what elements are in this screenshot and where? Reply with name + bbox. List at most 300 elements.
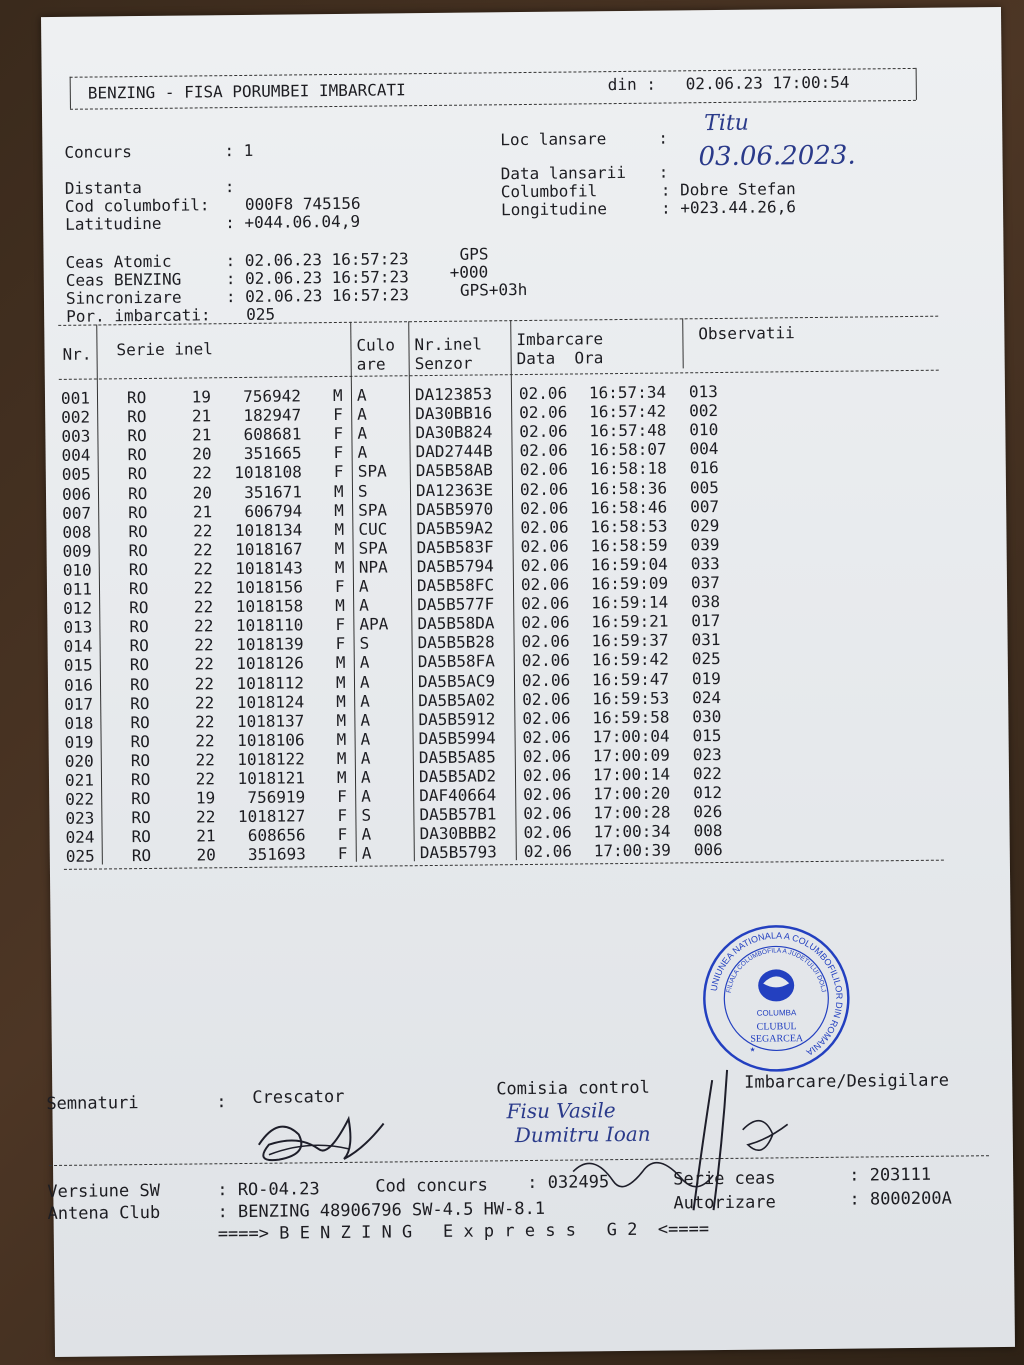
cell-hr: 17:00:39	[593, 840, 671, 861]
cell-sex: M	[334, 538, 345, 558]
cell-yr: 21	[191, 406, 212, 426]
cell-obs: 006	[693, 840, 723, 860]
cell-dt: 02.06	[521, 631, 570, 652]
col-header-serie: Serie inel	[116, 339, 213, 360]
cell-sen: DA30BBB2	[419, 823, 497, 844]
cell-dt: 02.06	[521, 670, 571, 690]
porumbei-imbarcati-value: 025	[246, 304, 276, 324]
cell-sex: F	[333, 405, 343, 425]
cell-dt: 02.06	[521, 593, 570, 614]
cell-hr: 16:57:34	[588, 382, 667, 403]
cell-yr: 22	[194, 673, 215, 693]
cell-nr: 001	[60, 388, 91, 408]
cell-cty: RO	[130, 712, 150, 732]
col-header-observatii: Observatii	[698, 323, 795, 344]
cell-sex: M	[335, 596, 345, 616]
stamp-center-3: SEGARCEA	[750, 1033, 804, 1045]
cell-sex: M	[332, 385, 343, 406]
cell-hr: 17:00:04	[592, 726, 670, 747]
cell-sen: DA5B59A2	[416, 518, 494, 538]
cell-sen: DA5B5AC9	[417, 670, 496, 691]
cell-yr: 20	[192, 444, 212, 464]
sincronizare-note: GPS+03h	[459, 279, 528, 300]
cell-sex: M	[336, 710, 347, 730]
cell-dt: 02.06	[519, 440, 568, 461]
cell-col: A	[357, 404, 367, 424]
cell-sen: DA5B5912	[418, 709, 496, 729]
loc-lansare-label: Loc lansare	[500, 129, 607, 150]
cell-sex: M	[334, 519, 345, 539]
cell-nr: 025	[65, 846, 95, 867]
latitudine-label: Latitudine	[65, 213, 162, 234]
sincronizare-label: Sincronizare	[65, 287, 182, 308]
loc-lansare-colon: :	[658, 128, 669, 148]
cell-nr: 002	[61, 407, 91, 427]
cell-sen: DA5B5794	[416, 556, 494, 577]
imbarcare-desigilare-label: Imbarcare/Desigilare	[744, 1070, 950, 1093]
cell-hr: 16:59:21	[591, 611, 669, 632]
cell-dt: 02.06	[520, 555, 570, 575]
cell-yr: 22	[193, 578, 214, 598]
cell-sex: M	[335, 672, 346, 692]
cell-dt: 02.06	[520, 574, 570, 595]
cell-num: 608681	[243, 424, 302, 445]
ceas-atomic-value: : 02.06.23 16:57:23	[225, 249, 409, 271]
cell-yr: 20	[192, 482, 213, 502]
cell-sex: M	[333, 481, 344, 501]
cell-cty: RO	[128, 540, 148, 560]
cell-dt: 02.06	[521, 612, 570, 633]
cell-sex: M	[336, 729, 347, 749]
distanta-label: Distanta	[64, 178, 142, 198]
cell-yr: 22	[194, 654, 214, 674]
cell-nr: 008	[62, 522, 92, 542]
cell-cty: RO	[131, 827, 151, 847]
cell-nr: 017	[64, 694, 94, 714]
cell-sen: DA5B58AB	[415, 460, 493, 481]
cell-sen: DA30BB16	[415, 403, 493, 424]
cell-dt: 02.06	[523, 803, 572, 824]
cell-col: A	[357, 423, 368, 443]
cell-col: SPA	[358, 500, 388, 520]
cell-hr: 17:00:09	[592, 745, 670, 766]
document-title: BENZING - FISA PORUMBEI IMBARCATI	[87, 80, 406, 103]
cell-yr: 22	[195, 769, 216, 789]
cell-cty: RO	[129, 617, 149, 637]
cod-concurs-value: : 032495	[527, 1172, 610, 1194]
cell-obs: 008	[693, 821, 723, 841]
concurs-label: Concurs	[64, 142, 132, 162]
cod-columbofil-label: Cod columbofil:	[64, 195, 210, 216]
cell-col: A	[360, 729, 371, 749]
stamp-center-1: COLUMBA	[756, 1008, 797, 1018]
cell-nr: 009	[62, 541, 92, 561]
cell-sex: F	[335, 615, 346, 635]
cell-cty: RO	[131, 789, 151, 809]
header-right-border	[916, 68, 917, 100]
versiune-sw-label: Versiune SW	[47, 1180, 161, 1203]
cell-sen: DA5B5A02	[418, 689, 496, 710]
benzing-banner: ====> B E N Z I N G E x p r e s s G 2 <====	[217, 1219, 710, 1245]
cell-dt: 02.06	[522, 689, 571, 709]
cell-sen: DAD2744B	[415, 441, 493, 462]
cell-obs: 029	[690, 515, 720, 535]
cell-num: 1018126	[236, 653, 304, 674]
cell-dt: 02.06	[522, 708, 571, 728]
cell-obs: 026	[693, 802, 723, 822]
cell-sen: DA5B5970	[416, 498, 494, 519]
cell-col: A	[359, 595, 369, 615]
crescator-signature	[248, 1103, 399, 1175]
stamp-center-2: CLUBUL	[756, 1021, 797, 1033]
cell-dt: 02.06	[522, 765, 572, 786]
cell-cty: RO	[128, 559, 149, 580]
ceas-atomic-label: Ceas Atomic	[65, 251, 172, 272]
cell-dt: 02.06	[521, 650, 571, 671]
cell-obs: 031	[691, 630, 721, 650]
cell-obs: 038	[691, 592, 721, 612]
cell-cty: RO	[129, 598, 149, 618]
cell-hr: 16:59:47	[591, 669, 670, 689]
cell-yr: 22	[195, 711, 215, 732]
cell-num: 606794	[244, 500, 303, 521]
cell-col: APA	[359, 614, 389, 634]
col-rule-5	[682, 318, 684, 368]
cell-col: A	[359, 653, 370, 673]
table-header-separator	[59, 370, 939, 380]
din-value: 02.06.23 17:00:54	[685, 72, 850, 94]
cell-obs: 007	[690, 496, 720, 516]
cell-num: 1018106	[237, 730, 305, 750]
cell-col: A	[361, 786, 371, 806]
cell-obs: 022	[692, 763, 722, 784]
cell-obs: 037	[690, 572, 720, 593]
distanta-value: :	[224, 177, 235, 197]
cell-yr: 22	[194, 635, 214, 655]
cell-cty: RO	[130, 731, 150, 751]
cell-col: SPA	[357, 461, 387, 482]
col-header-nr: Nr.	[62, 344, 92, 364]
cell-obs: 013	[688, 381, 718, 402]
autorizare-value: : 8000200A	[849, 1188, 952, 1210]
serie-ceas-label: Serie ceas	[673, 1168, 776, 1190]
cell-hr: 16:58:59	[590, 535, 668, 556]
col-header-culoare-1: Culo	[356, 335, 396, 355]
cell-sex: F	[337, 806, 348, 826]
ceas-benzing-note: +000	[449, 262, 489, 282]
cell-nr: 024	[65, 827, 95, 848]
cell-sen: DA5B57B1	[419, 804, 497, 825]
cell-num: 1018112	[236, 672, 305, 693]
cell-nr: 004	[61, 445, 91, 466]
cell-num: 1018139	[236, 634, 304, 655]
cell-yr: 22	[193, 597, 214, 617]
cell-yr: 19	[195, 788, 216, 808]
cell-dt: 02.06	[519, 459, 569, 480]
cell-cty: RO	[127, 426, 147, 446]
cell-cty: RO	[127, 483, 148, 503]
cell-num: 1018158	[235, 596, 304, 617]
cell-nr: 006	[61, 484, 92, 504]
cell-nr: 010	[62, 560, 92, 580]
col-header-culoare-2: are	[356, 354, 386, 374]
cell-nr: 012	[63, 598, 93, 618]
cell-col: S	[361, 805, 372, 825]
cell-col: A	[359, 672, 370, 692]
cell-col: A	[360, 691, 370, 711]
data-lansarii-label: Data lansarii	[500, 162, 627, 184]
longitudine-value: : +023.44.26,6	[660, 197, 796, 218]
sincronizare-value: : 02.06.23 16:57:23	[225, 285, 410, 307]
cell-obs: 019	[691, 668, 721, 688]
cell-hr: 16:57:42	[589, 401, 667, 422]
cell-yr: 20	[196, 845, 216, 865]
cell-sex: F	[337, 844, 348, 864]
cell-num: 1018108	[234, 462, 302, 483]
cell-hr: 17:00:14	[592, 764, 671, 785]
cell-yr: 22	[193, 520, 213, 541]
cell-obs: 012	[693, 783, 723, 803]
col-header-nr-inel-1: Nr.inel	[414, 334, 482, 355]
serie-ceas-value: : 203111	[849, 1164, 932, 1186]
cell-sen: DAF40664	[419, 785, 497, 806]
cell-num: 1018137	[236, 711, 305, 731]
cell-col: SPA	[358, 538, 388, 558]
cell-nr: 021	[64, 770, 95, 790]
cell-num: 1018143	[235, 558, 303, 578]
cell-num: 1018121	[237, 768, 306, 789]
cell-col: S	[359, 633, 370, 654]
cell-yr: 21	[196, 826, 216, 846]
cell-obs: 025	[691, 649, 721, 669]
cell-cty: RO	[129, 674, 150, 694]
cell-hr: 17:00:20	[593, 783, 671, 804]
antena-club-value: : BENZING 48906796 SW-4.5 HW-8.1	[217, 1198, 546, 1223]
cell-dt: 02.06	[519, 421, 568, 442]
cell-dt: 02.06	[522, 727, 571, 747]
cell-nr: 014	[63, 636, 93, 657]
cell-yr: 21	[192, 425, 212, 445]
cell-sen: DA5B5AD2	[418, 766, 497, 787]
cell-yr: 22	[194, 616, 214, 636]
cell-sen: DA5B5B28	[417, 632, 495, 653]
concurs-value: : 1	[224, 140, 254, 161]
cell-cty: RO	[130, 750, 151, 771]
cell-nr: 022	[65, 789, 95, 809]
cell-col: A	[360, 767, 371, 787]
autorizare-label: Autorizare	[673, 1192, 776, 1214]
cell-hr: 17:00:28	[593, 802, 671, 823]
cell-obs: 010	[689, 420, 719, 440]
cell-dt: 02.06	[523, 784, 572, 805]
cell-sen: DA5B577F	[417, 594, 495, 615]
cell-dt: 02.06	[520, 498, 569, 518]
data-lansarii-colon: :	[658, 162, 669, 182]
cell-cty: RO	[131, 846, 152, 866]
cell-col: NPA	[358, 557, 388, 577]
cell-sen: DA5B58FA	[417, 651, 495, 672]
columbofil-value: : Dobre Stefan	[660, 179, 796, 200]
cell-dt: 02.06	[520, 536, 569, 556]
cell-obs: 024	[692, 687, 722, 707]
stamp-ring-text: UNIUNEA NATIONALA A COLUMBOFILILOR DIN ROMANIA	[708, 930, 845, 1058]
cell-cty: RO	[127, 407, 147, 427]
cell-dt: 02.06	[523, 822, 572, 843]
cell-hr: 16:59:53	[592, 688, 670, 708]
cell-sen: DA5B5793	[419, 842, 497, 863]
cell-hr: 17:00:34	[593, 821, 671, 842]
cell-dt: 02.06	[518, 383, 568, 404]
cell-obs: 002	[689, 401, 719, 421]
cell-col: A	[357, 442, 368, 463]
cell-sen: DA5B583F	[416, 537, 494, 557]
cell-dt: 02.06	[523, 841, 573, 862]
cell-sen: DA30B824	[415, 422, 493, 443]
cell-yr: 22	[193, 540, 213, 560]
cell-col: A	[360, 748, 371, 768]
cell-sen: DA5B58DA	[417, 613, 495, 634]
cell-cty: RO	[128, 578, 149, 599]
cell-sex: F	[335, 634, 346, 654]
cell-sex: M	[334, 557, 345, 577]
cell-nr: 013	[63, 617, 93, 638]
cell-hr: 16:58:07	[589, 439, 667, 460]
cell-cty: RO	[127, 445, 147, 465]
cell-cty: RO	[131, 808, 151, 828]
cell-yr: 19	[191, 387, 212, 407]
ceas-benzing-label: Ceas BENZING	[65, 269, 182, 290]
cell-cty: RO	[128, 502, 148, 522]
cell-sex: M	[334, 500, 344, 520]
cell-hr: 16:59:04	[590, 554, 668, 575]
porumbei-imbarcati-label: Por. imbarcati:	[66, 305, 211, 326]
table-body	[45, 380, 950, 869]
cell-cty: RO	[127, 464, 148, 484]
stamp-inner-text: FILIALA COLUMBOFILA A JUDETULUI DOLJ	[725, 947, 827, 994]
club-stamp	[701, 923, 853, 1075]
antena-club-label: Antena Club	[47, 1202, 161, 1225]
cell-hr: 16:57:48	[589, 420, 667, 441]
cell-num: 756919	[247, 787, 306, 808]
cell-yr: 22	[192, 463, 212, 483]
cell-yr: 22	[196, 807, 216, 827]
cell-dt: 02.06	[520, 517, 569, 537]
cell-sex: M	[335, 653, 346, 673]
cell-col: A	[358, 576, 369, 596]
cell-num: 1018110	[235, 615, 304, 636]
cell-obs: 030	[692, 706, 722, 726]
col-header-imbarcare-1: Imbarcare	[516, 329, 604, 350]
cell-nr: 015	[63, 655, 93, 676]
cell-yr: 22	[194, 692, 215, 713]
cell-hr: 16:59:42	[591, 649, 669, 670]
cell-sen: DA123853	[414, 384, 493, 405]
cell-sex: F	[333, 424, 344, 444]
cell-num: 351671	[244, 481, 303, 502]
cell-num: 351693	[247, 844, 306, 865]
cell-col: A	[356, 385, 367, 405]
cell-dt: 02.06	[519, 479, 569, 499]
ceas-atomic-note: GPS	[459, 244, 489, 264]
cell-nr: 020	[64, 751, 94, 771]
cell-sex: M	[336, 748, 347, 768]
cell-num: 1018134	[234, 520, 303, 540]
cell-hr: 16:59:14	[591, 592, 669, 613]
cell-dt: 02.06	[519, 402, 568, 423]
col-header-nr-inel-2: Senzor	[414, 353, 473, 374]
cell-nr: 023	[65, 808, 95, 829]
longitudine-label: Longitudine	[500, 199, 608, 220]
cell-num: 1018124	[236, 691, 305, 712]
cell-hr: 16:58:46	[590, 497, 668, 517]
cell-obs: 033	[690, 553, 720, 574]
cell-sex: M	[336, 691, 346, 711]
cell-hr: 16:58:36	[589, 478, 668, 498]
din-label: din :	[607, 74, 657, 95]
cell-hr: 16:59:58	[592, 707, 670, 728]
cell-cty: RO	[126, 387, 147, 408]
crescator-label: Crescator	[252, 1086, 345, 1108]
header-left-border	[70, 77, 71, 109]
cell-col: A	[360, 710, 371, 730]
versiune-sw-value: : RO-04.23	[217, 1179, 320, 1201]
cell-num: 1018156	[235, 577, 304, 598]
cell-num: 351665	[243, 443, 302, 464]
cell-nr: 011	[62, 579, 93, 599]
cell-yr: 22	[193, 559, 213, 579]
stamp-star-icon: ★	[749, 1044, 756, 1055]
cell-cty: RO	[130, 769, 151, 790]
document-sheet	[41, 7, 1015, 1357]
cod-concurs-label: Cod concurs	[375, 1175, 488, 1197]
cell-hr: 16:58:53	[590, 516, 668, 537]
cell-sex: F	[333, 443, 344, 463]
ceas-benzing-value: : 02.06.23 16:57:23	[225, 267, 409, 289]
cell-num: 1018167	[235, 539, 303, 559]
cell-cty: RO	[129, 655, 150, 675]
comisia-handwritten-2: Dumitru Ioan	[514, 1121, 651, 1148]
cod-columbofil-value: 000F8 745156	[244, 193, 361, 214]
latitudine-value: : +044.06.04,9	[225, 211, 361, 233]
cell-obs: 023	[692, 744, 722, 765]
cell-sex: F	[334, 576, 345, 597]
cell-obs: 016	[689, 458, 719, 478]
cell-col: S	[357, 481, 368, 501]
cell-sen: DA5B5A85	[418, 747, 496, 768]
cell-cty: RO	[129, 636, 149, 656]
cell-obs: 004	[689, 439, 719, 459]
comisia-control-label: Comisia control	[496, 1077, 650, 1100]
cell-num: 1018127	[237, 806, 306, 827]
comisia-handwritten-1: Fisu Vasile	[506, 1098, 616, 1124]
cell-nr: 019	[64, 732, 94, 752]
cell-nr: 005	[61, 464, 91, 485]
cell-sen: DA5B58FC	[416, 575, 495, 596]
cell-yr: 21	[192, 501, 213, 522]
cell-col: CUC	[358, 519, 388, 539]
columbofil-label: Columbofil	[500, 181, 598, 202]
data-lansarii-handwritten: 03.06.2023.	[698, 140, 856, 173]
cell-nr: 007	[62, 503, 92, 523]
cell-obs: 039	[690, 534, 720, 555]
cell-obs: 017	[691, 611, 721, 631]
cell-obs: 005	[689, 477, 719, 497]
cell-num: 182947	[243, 405, 302, 426]
cell-yr: 22	[195, 750, 215, 770]
cell-yr: 22	[195, 731, 215, 751]
cell-sex: F	[337, 786, 347, 807]
cell-col: A	[361, 824, 372, 845]
